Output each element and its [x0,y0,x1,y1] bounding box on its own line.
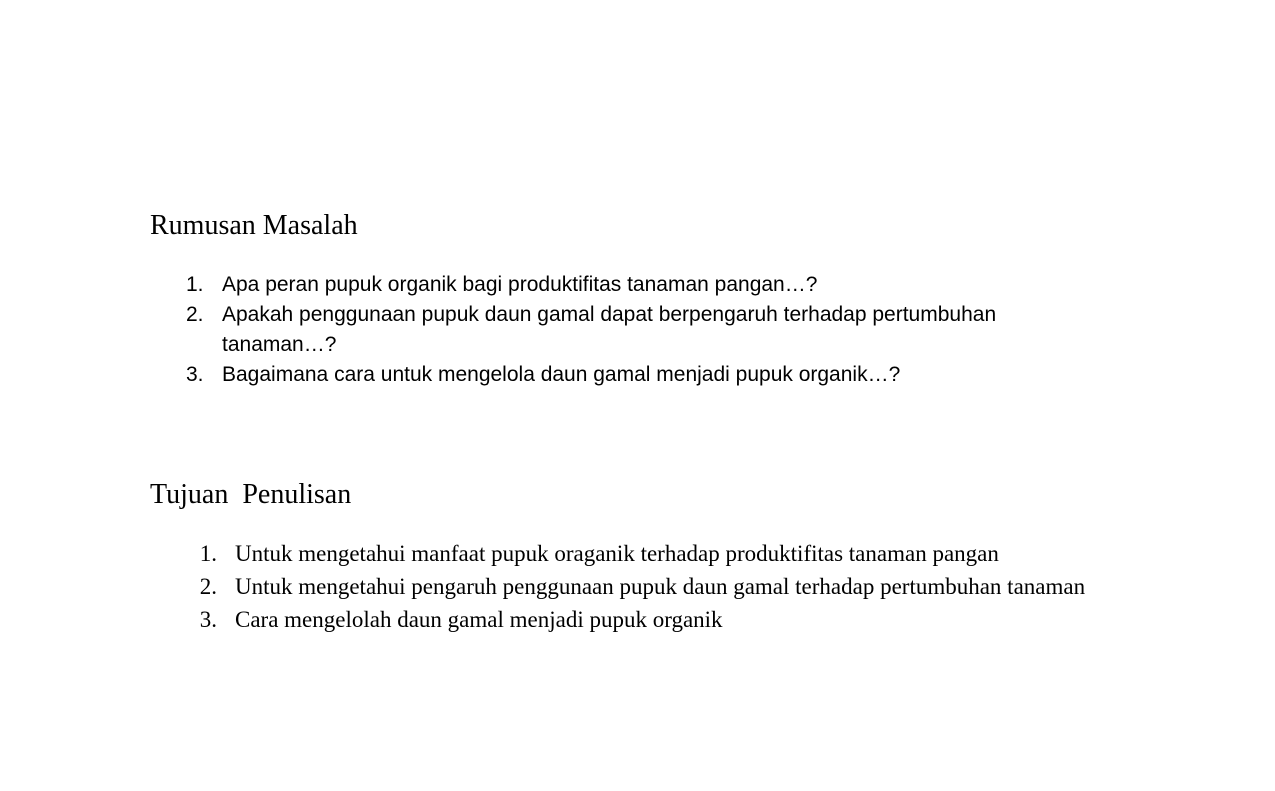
list-item [186,270,1086,300]
list-item [190,570,1145,603]
list-item-text: Untuk mengetahui manfaat pupuk oraganik terhadap produktifitas tanaman pangan [235,541,999,566]
list-item-text: Bagaimana cara untuk mengelola daun gamal menjadi pupuk organik…? [222,363,901,386]
list-item-number: 3. [186,363,204,386]
list-item [186,300,1086,360]
list-item [190,603,1145,636]
rumusan-masalah-list [186,270,1086,390]
list-item [186,360,1086,390]
list-item-number: 1. [199,541,217,566]
list-item-text: Untuk mengetahui pengaruh penggunaan pupuk daun gamal terhadap pertumbuhan tanaman [235,574,1086,599]
list-item [190,537,1145,570]
list-item-text: Cara mengelolah daun gamal menjadi pupuk organik [235,607,723,632]
list-item-number: 3. [199,607,217,632]
list-item-text: Apakah penggunaan pupuk daun gamal dapat berpengaruh terhadap pertumbuhan tanaman…? [222,303,997,356]
list-item-number: 1. [186,273,204,296]
tujuan-penulisan-list [190,537,1145,636]
section-title-rumusan-masalah: Rumusan Masalah [150,210,358,241]
list-item-number: 2. [186,303,204,326]
list-item-number: 2. [199,574,217,599]
section-title-tujuan-penulisan: Tujuan Penulisan [150,479,352,510]
list-item-text: Apa peran pupuk organik bagi produktifitas tanaman pangan…? [222,273,818,296]
